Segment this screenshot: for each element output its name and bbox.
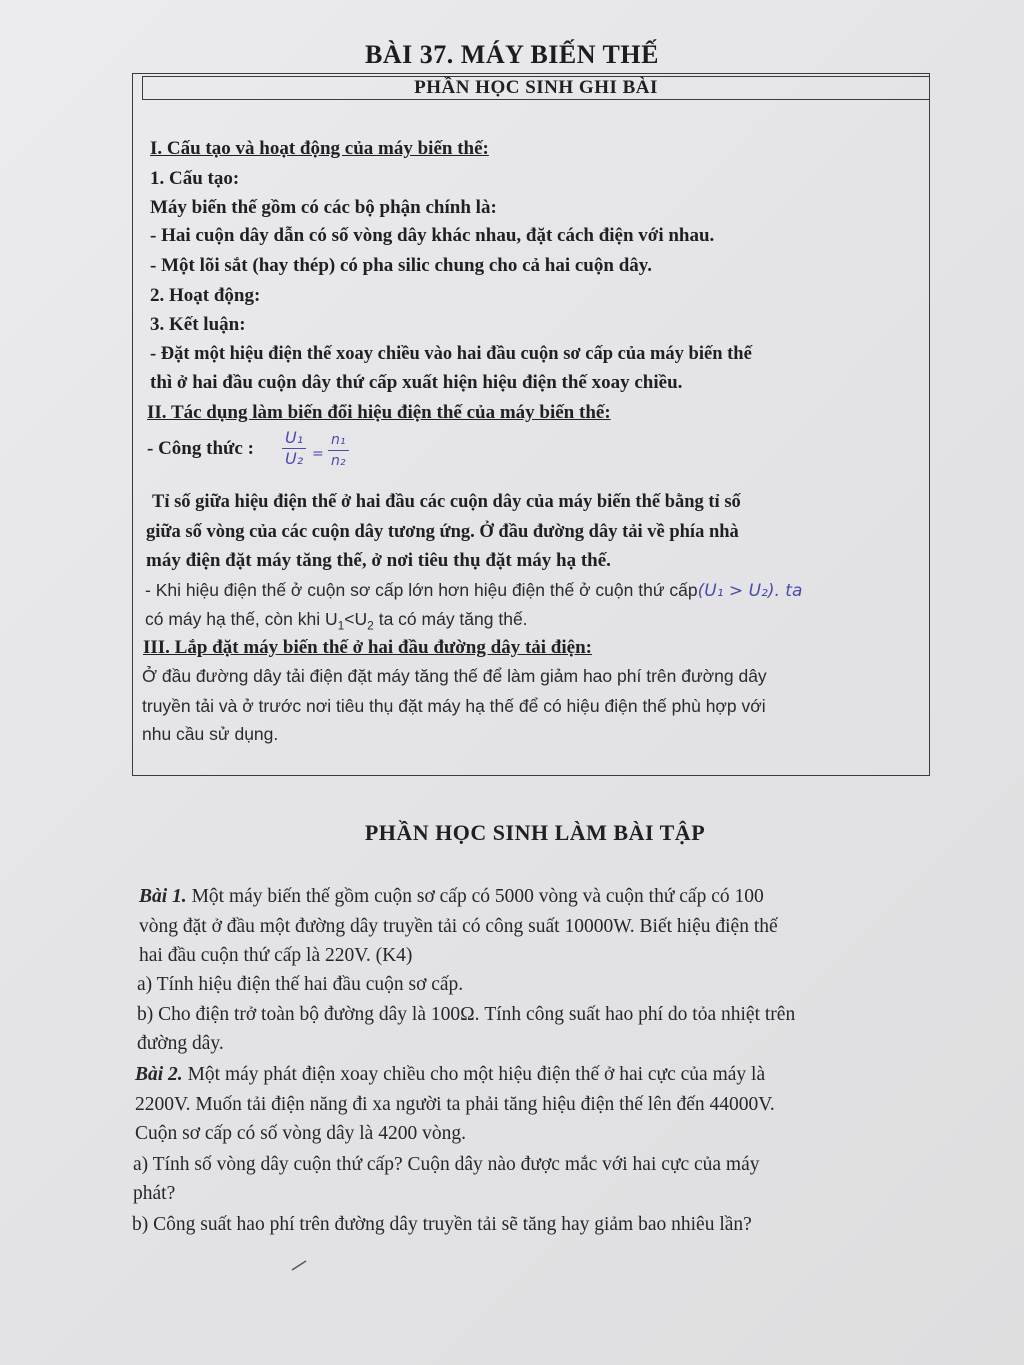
formula-u2: U₂: [285, 449, 304, 468]
formula-label: - Công thức :: [147, 438, 254, 459]
exercise-2-label: Bài 2.: [135, 1064, 183, 1085]
exercise-2-line-1: [135, 1062, 765, 1088]
exercise-2-line-2: 2200V. Muốn tải điện năng đi xa người ta phải tăng hiệu điện thế lên đến 44000V.: [135, 1094, 775, 1115]
conclusion-line-1: - Đặt một hiệu điện thế xoay chiều vào hai đầu cuộn sơ cấp của máy biến thế: [150, 344, 752, 364]
structure-part-core: - Một lõi sắt (hay thép) có pha silic chung cho cả hai cuộn dây.: [150, 255, 652, 276]
step-down-line-2: [145, 607, 528, 638]
exercise-1-line-1: [139, 884, 764, 910]
structure-heading: 1. Cấu tạo:: [150, 168, 240, 189]
exercise-1-text: Một máy biến thế gồm cuộn sơ cấp có 5000 vòng và cuộn thứ cấp có 100: [186, 886, 764, 907]
formula-n1: n₁: [328, 430, 349, 451]
exercise-1-part-a: a) Tính hiệu điện thế hai đầu cuộn sơ cấp.: [137, 974, 464, 995]
operation-heading: 2. Hoạt động:: [150, 285, 261, 306]
formula-turns-ratio: [328, 430, 349, 471]
exercises-header: PHẦN HỌC SINH LÀM BÀI TẬP: [364, 820, 706, 845]
ratio-line-1: Tỉ số giữa hiệu điện thế ở hai đầu các cuộn dây của máy biến thế bằng tỉ số: [152, 492, 741, 512]
exercise-2-text: Một máy phát điện xoay chiều cho một hiệu điện thế ở hai cực của máy là: [182, 1064, 766, 1085]
formula-voltage-ratio: [282, 428, 306, 469]
formula-n2: n₂: [331, 453, 346, 469]
installation-line-3: nhu cầu sử dụng.: [142, 724, 279, 744]
structure-intro: Máy biến thế gồm có các bộ phận chính là:: [150, 197, 497, 218]
exercise-1-line-2: vòng đặt ở đầu một đường dây truyền tải có công suất 10000W. Biết hiệu điện thế: [139, 916, 778, 937]
section-3-title: III. Lắp đặt máy biến thế ở hai đầu đường dây tải điện:: [143, 637, 592, 658]
step-up-text-a: có máy hạ thế, còn khi U: [145, 609, 338, 629]
ratio-line-2: giữa số vòng của các cuộn dây tương ứng. Ở đầu đường dây tải về phía nhà: [146, 522, 739, 542]
step-up-sub-2: 2: [367, 618, 374, 633]
step-down-text: - Khi hiệu điện thế ở cuộn sơ cấp lớn hơn hiệu điện thế ở cuộn thứ cấp: [145, 580, 698, 600]
ratio-line-3: máy điện đặt máy tăng thế, ở nơi tiêu thụ đặt máy hạ thế.: [146, 550, 611, 571]
step-up-text-e: ta có máy tăng thế.: [373, 609, 528, 629]
notes-header: PHẦN HỌC SINH GHI BÀI: [142, 76, 930, 100]
formula-u1: U₁: [282, 428, 306, 449]
step-up-text-c: <U: [344, 609, 368, 629]
exercise-1-part-b-line-2: đường dây.: [137, 1033, 224, 1054]
section-1-title: I. Cấu tạo và hoạt động của máy biến thế:: [150, 138, 489, 159]
step-up-sub-1: 1: [337, 618, 345, 633]
exercise-1-line-3: hai đầu cuộn thứ cấp là 220V. (K4): [139, 945, 413, 966]
installation-line-2: truyền tải và ở trước nơi tiêu thụ đặt máy hạ thế để có hiệu điện thế phù hợp với: [142, 696, 766, 716]
conclusion-line-2: thì ở hai đầu cuộn dây thứ cấp xuất hiện hiệu điện thế xoay chiều.: [150, 372, 683, 393]
section-2-title: II. Tác dụng làm biến đổi hiệu điện thế của máy biến thế:: [147, 402, 611, 423]
step-down-handwritten: (U₁ > U₂). ta: [697, 581, 803, 601]
exercise-1-part-b-line-1: b) Cho điện trở toàn bộ đường dây là 100Ω. Tính công suất hao phí do tỏa nhiệt trên: [137, 1004, 796, 1025]
conclusion-heading: 3. Kết luận:: [150, 314, 246, 335]
exercise-2-part-a-line-1: a) Tính số vòng dây cuộn thứ cấp? Cuộn dây nào được mắc với hai cực của máy: [133, 1154, 760, 1175]
installation-line-1: Ở đầu đường dây tải điện đặt máy tăng thế để làm giảm hao phí trên đường dây: [142, 666, 767, 686]
pencil-mark: [290, 1258, 310, 1272]
formula-equals: =: [312, 446, 324, 462]
exercise-2-part-b: b) Công suất hao phí trên đường dây truyền tải sẽ tăng hay giảm bao nhiêu lần?: [132, 1214, 752, 1235]
page-title: BÀI 37. MÁY BIẾN THẾ: [365, 40, 659, 69]
exercise-2-part-a-line-2: phát?: [133, 1183, 176, 1204]
exercise-2-line-3: Cuộn sơ cấp có số vòng dây là 4200 vòng.: [135, 1123, 466, 1144]
structure-part-coils: - Hai cuộn dây dẫn có số vòng dây khác nhau, đặt cách điện với nhau.: [150, 225, 715, 246]
exercise-1-label: Bài 1.: [139, 886, 187, 907]
step-down-line-1: [145, 578, 802, 603]
